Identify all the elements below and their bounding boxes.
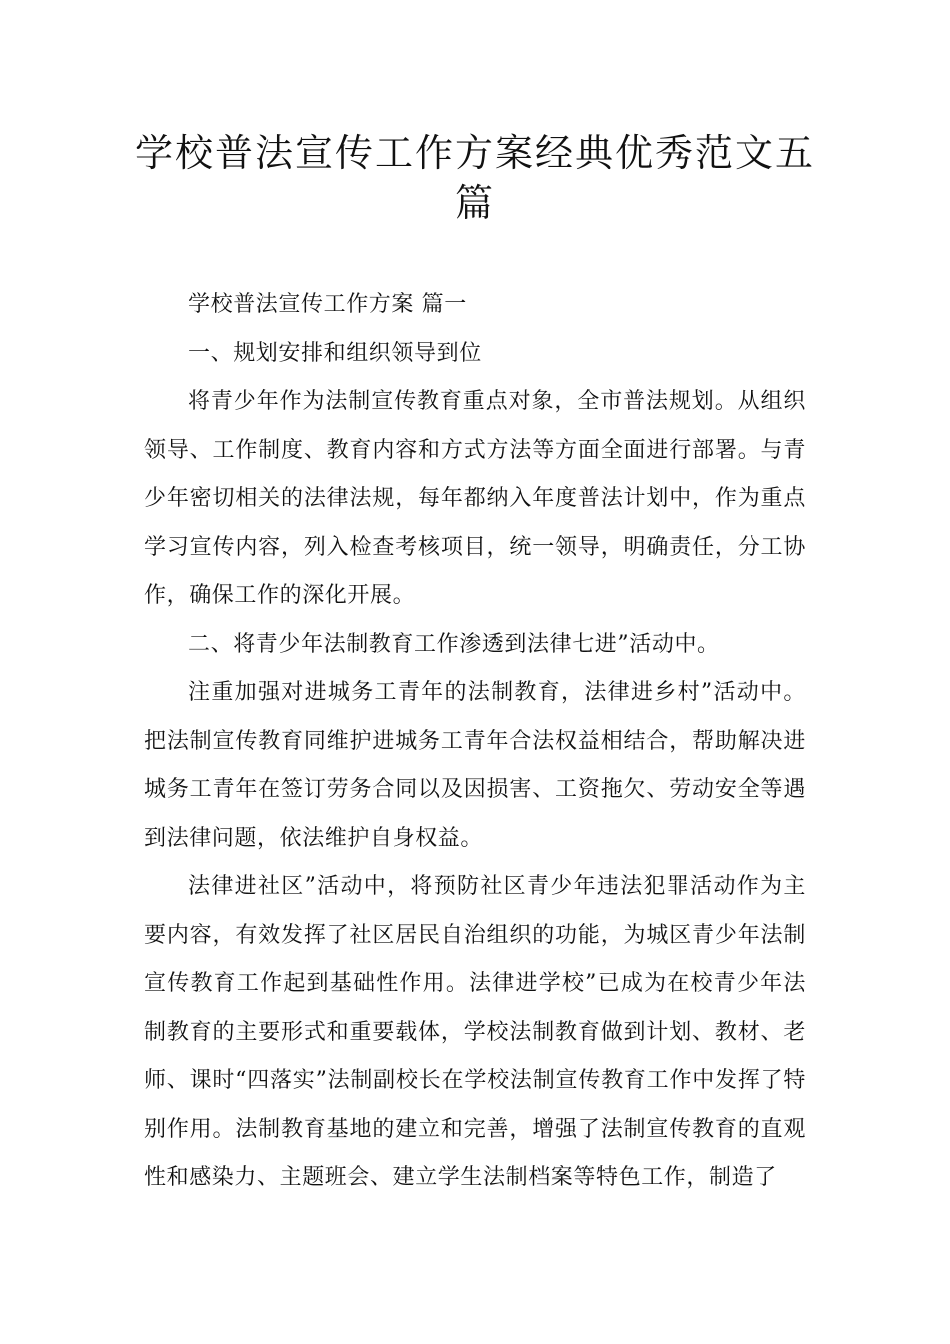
subsection-heading: 一、规划安排和组织领导到位 <box>188 340 482 366</box>
section-heading: 学校普法宣传工作方案 篇一 <box>188 292 467 317</box>
document-title: 学校普法宣传工作方案经典优秀范文五篇 <box>134 131 815 225</box>
subsection-heading: 二、将青少年法制教育工作渗透到法律七进”活动中。 <box>188 631 720 657</box>
body-paragraph: 将青少年作为法制宣传教育重点对象，全市普法规划。从组织领导、工作制度、教育内容和方式方法等方面全面进行部署。与青少年密切相关的法律法规，每年都纳入年度普法计划中，作为重点学习宣传内容，列入检查考核项目，统一领导，明确责任，分工协作，确保工作的深化开展。 <box>144 389 806 608</box>
body-paragraph: 注重加强对进城务工青年的法制教育，法律进乡村”活动中。把法制宣传教育同维护进城务工青年合法权益相结合，帮助解决进城务工青年在签订劳务合同以及因损害、工资拖欠、劳动安全等遇到法律问题，依法维护自身权益。 <box>144 680 806 851</box>
body-paragraph: 法律进社区”活动中，将预防社区青少年违法犯罪活动作为主要内容，有效发挥了社区居民自治组织的功能，为城区青少年法制宣传教育工作起到基础性作用。法律进学校”已成为在校青少年法制教育的主要形式和重要载体，学校法制教育做到计划、教材、老师、课时“四落实”法制副校长在学校法制宣传教育工作中发挥了特别作用。法制教育基地的建立和完善，增强了法制宣传教育的直观性和感染力、主题班会、建立学生法制档案等特色工作，制造了 <box>144 874 806 1190</box>
document-body <box>144 281 806 1203</box>
